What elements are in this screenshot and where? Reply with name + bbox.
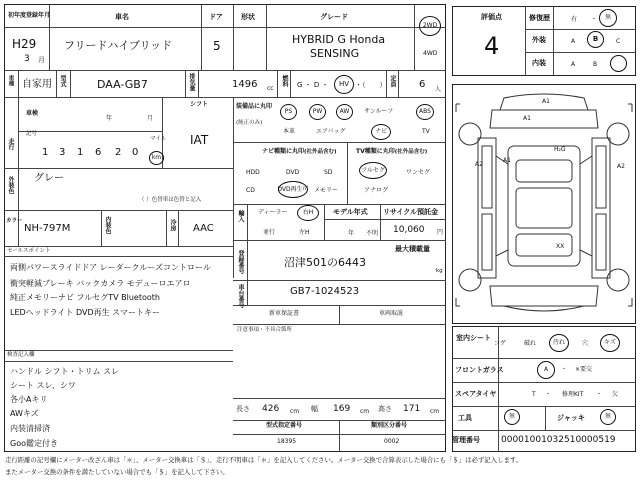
new-car-warranty: 新車保証書 — [269, 310, 300, 317]
interior-grade-c-circle — [610, 55, 627, 72]
windshield-label: フロントガラス — [455, 366, 504, 374]
seat-scratch-circle: キズ — [600, 334, 620, 352]
windshield-replace: ×要交 — [575, 366, 593, 373]
tools-none-circle: 無 — [504, 409, 520, 425]
damage-mark: H₂G — [554, 146, 566, 153]
owner-manual: 車両取説 — [379, 310, 404, 317]
navi-dvd-play-circle: DVD再生可 — [278, 181, 308, 198]
exterior-grade-b-circle: B — [587, 31, 604, 48]
separator: ・ — [591, 16, 598, 23]
equipment-sub: (純正のみ) — [236, 120, 263, 126]
repair-yes: 有 — [571, 16, 578, 23]
grade-line2: SENSING — [310, 47, 360, 60]
mileage-digit: 1 — [77, 147, 84, 158]
footer-note: またメーター交換の条件を満たしていない場合でも「＄」を記入して下さい。 — [5, 468, 229, 476]
ac-value: AAC — [193, 223, 214, 234]
class-number-label: 類別区分番号 — [371, 422, 408, 429]
exterior-color: グレー — [34, 173, 64, 184]
model-code: DAA-GB7 — [97, 78, 148, 91]
reg-month-suffix: 月 — [38, 56, 45, 64]
navi-dvd: DVD — [286, 169, 300, 176]
mileage-mile-label: マイル — [150, 136, 167, 142]
car-name-label: 車名 — [115, 13, 129, 21]
fuel-options: G ・ D ・ — [297, 81, 329, 89]
recycle-value: 10,060 — [393, 225, 425, 235]
mileage-label: 走行 — [7, 138, 14, 150]
import-label: 輸入 — [237, 210, 244, 222]
plate-label: 登録番号 — [237, 250, 244, 274]
navi-type-label: ナビ種類に丸印(社外品含む) — [262, 148, 337, 155]
color-no: NH-797M — [24, 223, 71, 234]
reg-month: 3 — [24, 54, 30, 64]
chassis-label: 車台番号 — [237, 284, 244, 308]
max-load-unit: kg — [436, 268, 443, 274]
shift-label: シフト — [190, 101, 209, 108]
seat-burn: コゲ — [494, 340, 507, 347]
navi-sd: SD — [324, 169, 333, 176]
interior-grade-b: B — [593, 61, 598, 68]
exterior-grade-c: C — [616, 38, 621, 45]
use-value: 自家用 — [22, 79, 52, 90]
seat-stain-circle: 汚れ — [549, 334, 569, 352]
model-year-year: 年 — [348, 230, 355, 237]
length-value: 426 — [262, 404, 280, 414]
sales-point-line: 衝突軽減ブレーキ バックカメラ モデューロエアロ — [10, 279, 191, 288]
mileage-digit: 6 — [95, 147, 102, 158]
inspection-note: 内装清掃済 — [10, 424, 50, 433]
repair-none-circle: 無 — [599, 9, 617, 27]
length-unit: cm — [290, 408, 300, 415]
inspection-note: ハンドル シフト・トリム スレ — [10, 367, 120, 376]
model-year-label: モデル年式 — [333, 208, 368, 216]
engine-unit: cc — [267, 85, 274, 92]
mileage-digit: 3 — [59, 147, 66, 158]
equipment-label: 装備品に丸印 — [236, 103, 273, 110]
fuel-label: 燃料 — [281, 75, 288, 87]
tools-label: 工具 — [458, 414, 472, 422]
equip-navi-circle: ナビ — [371, 124, 391, 140]
car-name: フリードハイブリッド — [64, 39, 173, 52]
use-label: 車種 — [7, 75, 14, 86]
tv-analog: アナログ — [364, 187, 389, 194]
spare-missing: 欠 — [612, 391, 619, 398]
equip-tv: TV — [422, 128, 430, 135]
spare-sep: ・ — [596, 391, 603, 398]
engine-label: 排気量 — [188, 73, 195, 91]
jack-none-circle: 無 — [600, 409, 616, 425]
interior-grade-label: 内装 — [532, 59, 546, 67]
mileage-km-circle: km — [149, 151, 164, 165]
seat-tear: 破れ — [524, 340, 537, 347]
fuel-hv-circle: HV — [334, 75, 354, 94]
interior-color-label: 内装色 — [104, 216, 111, 234]
tv-oneseg: ワンセグ — [406, 169, 431, 176]
mileage-digit: 0 — [132, 147, 139, 158]
navi-hdd: HDD — [246, 169, 260, 176]
grade-line1: HYBRID G Honda — [292, 33, 386, 46]
spare-repair-kit: 修理KIT — [562, 391, 584, 398]
chassis-number: GB7-1024523 — [290, 286, 360, 297]
width-label: 幅 — [311, 405, 318, 413]
reg-era-year: H29 — [12, 37, 37, 51]
mileage-digit: 2 — [115, 147, 122, 158]
glass-sep: ・ — [561, 366, 568, 373]
spare-tire-label: スペアタイヤ — [455, 390, 497, 398]
damage-mark: A2 — [617, 163, 625, 170]
equip-ps-circle: PS — [280, 104, 297, 120]
capacity-value: 6 — [419, 79, 426, 90]
exterior-grade-label: 外装 — [532, 36, 546, 44]
import-dealer: ディーラー — [258, 209, 288, 216]
sales-point-line: 純正メモリーナビ フルセグTV Bluetooth — [10, 293, 160, 302]
vehicle-damage-diagram — [452, 84, 636, 324]
interior-seat-label: 室内シート — [456, 334, 491, 342]
max-load-label: 最大積載量 — [395, 245, 430, 253]
damage-mark: A2 — [475, 161, 483, 168]
height-label: 高さ — [378, 405, 392, 413]
recycle-label: リサイクル預託金 — [383, 208, 439, 216]
exterior-grade-a: A — [571, 38, 576, 45]
inspection-label: 車検 — [26, 110, 39, 117]
score-value: 4 — [484, 32, 500, 60]
navi-cd: CD — [246, 187, 255, 194]
damage-mark: A1 — [523, 115, 531, 122]
color-change-note: （ ）色替車は色替と記入 — [139, 197, 202, 203]
sales-point-line: LEDヘッドライト DVD再生 スマートキー — [10, 308, 161, 317]
windshield-a-circle: A — [537, 361, 555, 379]
width-value: 169 — [333, 404, 351, 414]
management-no: 00001001032510000519 — [501, 435, 616, 445]
capacity-unit: 人 — [435, 86, 442, 93]
inspection-note: Goo鑑定付き — [10, 439, 58, 448]
height-unit: cm — [430, 408, 440, 415]
equip-leather: 本革 — [283, 128, 296, 135]
type-designation: 18395 — [277, 438, 297, 445]
shift-value: IAT — [190, 133, 209, 147]
notes-label: 注意事項・不具合箇所 — [237, 327, 293, 333]
management-no-label: 管理番号 — [452, 436, 480, 444]
import-left-hand: 左H — [299, 229, 310, 236]
equip-abs-circle: ABS — [416, 104, 434, 120]
ac-label: 冷房 — [169, 219, 176, 231]
damage-mark: XX — [556, 243, 565, 250]
inspection-year: 年 — [106, 115, 113, 122]
grade-label: グレード — [320, 13, 348, 21]
type-designation-label: 型式指定番号 — [266, 422, 303, 429]
fuel-other: ・（ ） — [355, 81, 387, 89]
inspection-notes-label: 検査記入欄 — [7, 352, 35, 358]
width-unit: cm — [360, 408, 370, 415]
exterior-color-label: 外装色 — [7, 176, 14, 194]
equip-airbag: エアバッグ — [316, 128, 346, 135]
shape-label: 形状 — [241, 13, 255, 21]
import-parallel: 並行 — [263, 229, 276, 236]
repair-history-label: 修復歴 — [529, 14, 550, 22]
drive-2wd-circle: 2WD — [419, 16, 441, 36]
footer-note: 走行距離の記号欄にメーター改ざん車は「＊」、メーター交換車は「＄」、走行不明車は「＊」を記入してください。メーター交換で合算表示した場合にも「＄」は必ず記入します。 — [5, 456, 523, 464]
jack-label: ジャッキ — [557, 414, 585, 422]
inspection-note: AWキズ — [10, 409, 39, 418]
height-value: 171 — [403, 404, 421, 414]
equip-sunroof: サンルーフ — [364, 108, 394, 115]
drive-4wd: 4WD — [423, 50, 438, 57]
spare-t: T — [532, 391, 536, 398]
length-label: 長さ — [236, 405, 250, 413]
damage-mark: A1 — [542, 98, 550, 105]
inspection-note: シート スレ、シワ — [10, 381, 76, 390]
equip-aw-circle: AW — [336, 104, 353, 120]
color-no-label: カラー — [6, 218, 23, 224]
navi-memory: メモリー — [314, 187, 339, 194]
tv-type-label: TV種類に丸印(社外品含む) — [356, 148, 428, 155]
model-label: 型式 — [59, 75, 66, 87]
tv-fullseg-circle: フルセグ — [359, 162, 387, 179]
seat-hole: 穴 — [582, 340, 589, 347]
reg-date-label: 初年度登録年月 — [8, 12, 51, 19]
capacity-label: 定員 — [389, 75, 396, 87]
damage-mark: A1 — [503, 157, 511, 164]
mileage-symbol-header: 記号 — [26, 131, 38, 137]
equip-pw-circle: PW — [309, 104, 326, 120]
model-year-unknown: 不明 — [366, 230, 379, 237]
score-label: 評価点 — [481, 13, 502, 21]
door-value: 5 — [213, 39, 221, 53]
recycle-unit: 円 — [437, 229, 444, 236]
import-right-hand-circle: 右H — [297, 205, 319, 221]
inspection-month: 月 — [147, 115, 154, 122]
spare-sep: ・ — [545, 391, 552, 398]
inspection-note: 各小Aキリ — [10, 395, 48, 404]
interior-grade-a: A — [571, 61, 576, 68]
class-number: 0002 — [384, 438, 400, 445]
sales-point-label: セールスポイント — [7, 248, 51, 254]
plate-number: 沼津501の6443 — [284, 256, 366, 269]
mileage-digit: 1 — [42, 147, 49, 158]
engine-value: 1496 — [232, 79, 258, 90]
door-label: ドア — [209, 13, 223, 21]
sales-point-line: 両側パワースライドドア レーダークルーズコントロール — [10, 263, 211, 272]
